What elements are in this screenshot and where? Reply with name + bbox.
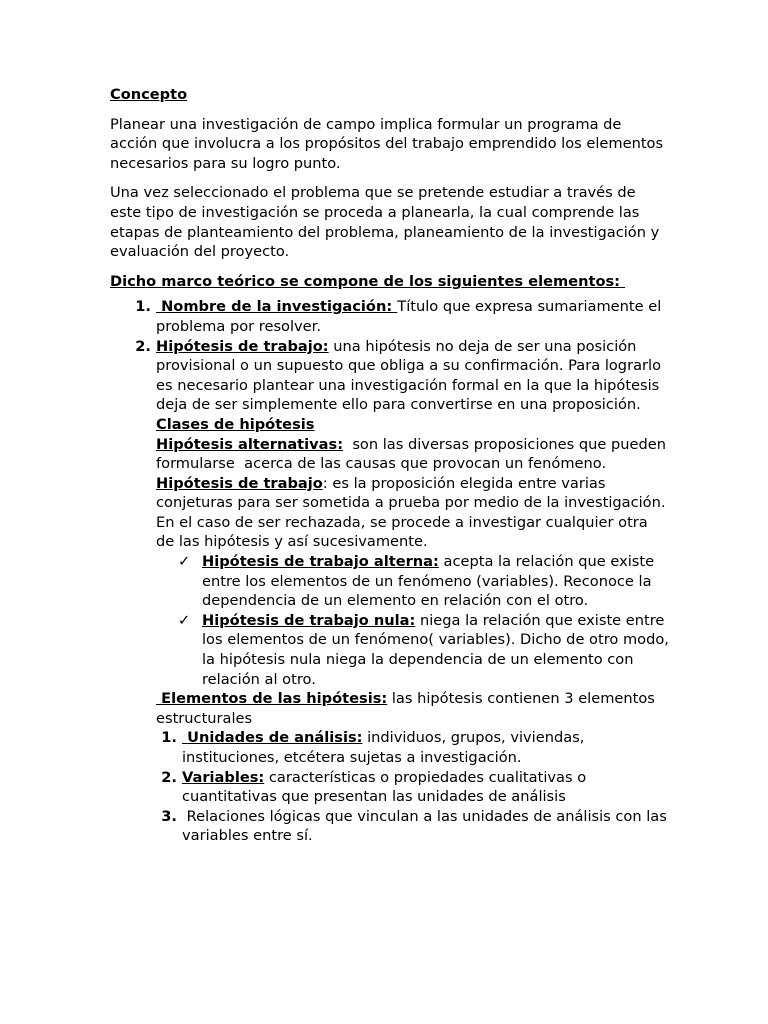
paragraph-seleccion: Una vez seleccionado el problema que se pretende estudiar a través de este tipo de investigación se proceda a planearla, la cual comprende las etapas de planteamiento del problema, planeamiento de la investigación y evaluación del proyecto. [110,184,660,261]
document-page [110,85,679,846]
check-item-nula: ✓ Hipótesis de trabajo nula: niega la relación que existe entre los elementos de un fenómeno( variables). Dicho de otro modo, la hipótesis nula niega la dependencia de un elemento con relación al otro. [178,611,679,688]
sub-item-variables: 2. Variables: características o propiedades cualitativas o cuantitativas que presentan las unidades de análisis [182,768,670,807]
check-item-alterna: ✓ Hipótesis de trabajo alterna: acepta la relación que existe entre los elementos de un fenómeno (variables). Reconoce la dependencia de un elemento en relación con el otro. [178,553,655,610]
checkmark-icon: ✓ [178,611,191,629]
check-list [156,552,679,689]
section-heading: Concepto [110,86,188,103]
hipotesis-definition: 2. Hipótesis de trabajo: una hipótesis no deja de ser una posición provisional o un supuesto que obliga a su confirmación. Para lograrlo es necesario plantear una investigación formal en la que la hipótesis deja de ser simplemente ello para convertirse en una proposición. [156,337,662,414]
elementos-heading: Elementos de las hipótesis: las hipótesis contienen 3 elementos estructurales [156,690,655,727]
elementos-list [156,728,670,846]
list-item-hipotesis [156,337,679,846]
sub-item-unidades: 1. Unidades de análisis: individuos, grupos, viviendas, instituciones, etcétera sujetas a investigación. [182,728,670,767]
elements-list [110,297,679,846]
hipotesis-alternativas: Hipótesis alternativas: son las diversas proposiciones que pueden formularse acerca de las causas que provocan un fenómeno. [156,435,671,473]
clases-heading: Clases de hipótesis [156,415,315,433]
marco-heading: Dicho marco teórico se compone de los siguientes elementos: [110,272,626,290]
hipotesis-trabajo: Hipótesis de trabajo: es la proposición elegida entre varias conjeturas para ser sometida a prueba por medio de la investigación. En el caso de ser rechazada, se procede a investigar cualquier otra de las hipótesis y así sucesivamente. [156,474,666,551]
list-item-nombre: 1. Nombre de la investigación: Título que expresa sumariamente el problema por resolver. [156,297,670,336]
paragraph-planear: Planear una investigación de campo implica formular un programa de acción que involucra a los propósitos del trabajo emprendido los elementos necesarios para su logro punto. [110,115,664,172]
checkmark-icon: ✓ [178,553,191,571]
sub-item-relaciones: 3. Relaciones lógicas que vinculan a las unidades de análisis con las variables entre sí. [182,807,670,846]
